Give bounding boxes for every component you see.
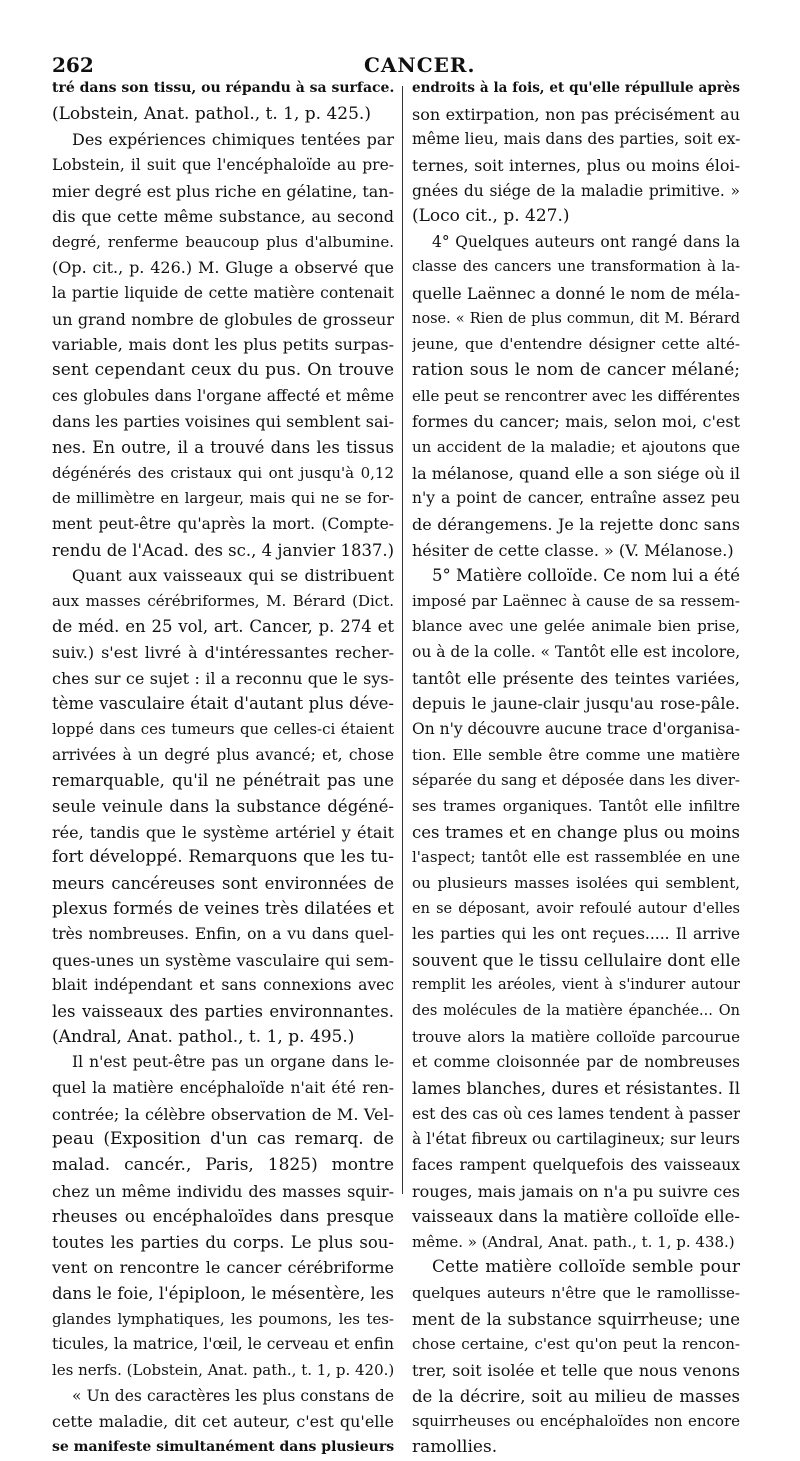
text-line: très nombreuses. Enfin, on a vu dans quel- <box>52 925 394 944</box>
text-line: les vaisseaux des parties environnantes. <box>52 1002 394 1022</box>
text-line: un accident de la maladie; et ajoutons que <box>412 437 740 456</box>
text-line: loppé dans ces tumeurs que celles-ci étaient <box>52 720 394 739</box>
text-line: (Andral, Anat. pathol., t. 1, p. 495.) <box>52 1026 355 1047</box>
text-line: à l'état fibreux ou cartilagineux; sur leurs <box>412 1130 740 1149</box>
text-line: Cette matière colloïde semble pour <box>432 1257 740 1278</box>
text-line: tème vasculaire était d'autant plus déve- <box>52 694 394 714</box>
text-line: et comme cloisonnée par de nombreuses <box>412 1053 740 1072</box>
text-line: tion. Elle semble être comme une matière <box>412 745 740 764</box>
text-line: ces trames et en change plus ou moins <box>412 822 740 842</box>
text-line: se manifeste simultanément dans plusieurs <box>52 1438 394 1455</box>
text-line: Des expériences chimiques tentées par <box>72 130 394 150</box>
text-line: classe des cancers une transformation à la- <box>412 259 740 276</box>
text-line: ches sur ce sujet : il a reconnu que le sys- <box>52 668 394 688</box>
text-line: est des cas où ces lames tendent à passer <box>412 1104 740 1123</box>
text-line: degré, renferme beaucoup plus d'albumine. <box>52 232 394 251</box>
text-line: ternes, soit internes, plus ou moins éloi- <box>412 155 740 175</box>
text-line: elle peut se rencontrer avec les différentes <box>412 386 740 405</box>
text-line: les nerfs. (Lobstein, Anat. path., t. 1, p. 420.) <box>52 1361 394 1380</box>
text-line: l'aspect; tantôt elle est rassemblée en une <box>412 848 740 867</box>
text-line: des molécules de la matière épanchée... On <box>412 1003 740 1020</box>
text-line: faces rampent quelquefois des vaisseaux <box>412 1155 740 1174</box>
text-line: même. » (Andral, Anat. path., t. 1, p. 438.) <box>412 1232 735 1251</box>
text-line: quelques auteurs n'être que le ramollisse- <box>412 1284 740 1303</box>
text-line: (Loco cit., p. 427.) <box>412 206 570 227</box>
text-line: remplit les aréoles, vient à s'indurer autour <box>412 977 740 994</box>
text-line: aux masses cérébriformes, M. Bérard (Dict. <box>52 591 394 610</box>
text-line: (Lobstein, Anat. pathol., t. 1, p. 425.) <box>52 103 371 124</box>
text-line: formes du cancer; mais, selon moi, c'est <box>412 412 740 432</box>
text-line: toutes les parties du corps. Le plus sou- <box>52 1232 394 1252</box>
text-line: n'y a point de cancer, entraîne assez peu <box>412 489 740 508</box>
text-line: meurs cancéreuses sont environnées de <box>52 873 394 893</box>
text-line: Quant aux vaisseaux qui se distribuent <box>72 566 394 586</box>
text-line: 5° Matière colloïde. Ce nom lui a été <box>432 566 740 586</box>
text-line: quelle Laënnec a donné le nom de méla- <box>412 284 740 304</box>
text-line: quel la matière encéphaloïde n'ait été ren- <box>52 1078 394 1097</box>
text-line: rheuses ou encéphaloïdes dans presque <box>52 1207 394 1227</box>
text-line: en se déposant, avoir refoulé autour d'elles <box>412 900 740 917</box>
text-line: ses trames organiques. Tantôt elle infiltre <box>412 796 740 815</box>
text-line: ou à de la colle. « Tantôt elle est incolore, <box>412 643 740 662</box>
text-line: chose certaine, c'est qu'on peut la rencon- <box>412 1335 740 1354</box>
text-line: Lobstein, il suit que l'encéphaloïde au pre- <box>52 155 394 174</box>
text-line: trer, soit isolée et telle que nous venons <box>412 1361 740 1381</box>
text-line: fort développé. Remarquons que les tu- <box>52 847 394 868</box>
text-line: dis que cette même substance, au second <box>52 207 394 227</box>
text-line: blance avec une gelée animale bien prise, <box>412 617 740 636</box>
text-line: sent cependant ceux du pus. On trouve <box>52 360 394 381</box>
text-line: plexus formés de veines très dilatées et <box>52 898 394 919</box>
text-line: « Un des caractères les plus constans de <box>72 1386 394 1405</box>
left-column <box>52 76 394 1461</box>
text-line: blait indépendant et sans connexions avec <box>52 976 394 995</box>
text-line: les parties qui les ont reçues..... Il arrive <box>412 925 740 944</box>
text-line: séparée du sang et déposée dans les diver- <box>412 771 740 790</box>
text-line: contrée; la célèbre observation de M. Vel- <box>52 1104 394 1124</box>
text-line: mier degré est plus riche en gélatine, tan- <box>52 181 394 201</box>
text-line: hésiter de cette classe. » (V. Mélanose.) <box>412 540 734 560</box>
column-divider <box>402 86 403 1194</box>
text-line: 4° Quelques auteurs ont rangé dans la <box>432 232 740 251</box>
text-line: tré dans son tissu, ou répandu à sa surface. <box>52 80 394 96</box>
text-line: suiv.) s'est livré à d'intéressantes recher- <box>52 643 394 663</box>
text-line: jeune, que d'entendre désigner cette alté- <box>412 335 740 354</box>
text-line: dans le foie, l'épiploon, le mésentère, les <box>52 1284 394 1304</box>
text-line: dégénérés des cristaux qui ont jusqu'à 0,12 <box>52 463 394 482</box>
text-line: arrivées à un degré plus avancé; et, chose <box>52 745 394 764</box>
text-line: nose. « Rien de plus commun, dit M. Bérard <box>412 310 740 327</box>
text-line: peau (Exposition d'un cas remarq. de <box>52 1129 394 1150</box>
text-line: nes. En outre, il a trouvé dans les tissus <box>52 437 394 457</box>
text-line: gnées du siége de la maladie primitive. » <box>412 181 740 200</box>
text-line: ment peut-être qu'après la mort. (Compte- <box>52 514 394 533</box>
text-line: rée, tandis que le système artériel y était <box>52 822 394 842</box>
text-line: de millimètre en largeur, mais qui ne se for- <box>52 489 394 508</box>
text-line: ticules, la matrice, l'œil, le cerveau et enfin <box>52 1335 394 1354</box>
text-line: glandes lymphatiques, les poumons, les tes- <box>52 1309 394 1328</box>
right-column <box>412 76 740 1461</box>
text-line: On n'y découvre aucune trace d'organisa- <box>412 720 740 739</box>
text-line: la mélanose, quand elle a son siége où il <box>412 463 740 483</box>
text-line: trouve alors la matière colloïde parcourue <box>412 1027 740 1046</box>
text-line: vaisseaux dans la matière colloïde elle- <box>412 1207 740 1227</box>
text-line: remarquable, qu'il ne pénétrait pas une <box>52 771 394 791</box>
text-line: ces globules dans l'organe affecté et même <box>52 386 394 405</box>
text-line: variable, mais dont les plus petits surpas- <box>52 335 394 355</box>
text-line: malad. cancér., Paris, 1825) montre <box>52 1154 394 1175</box>
text-line: tantôt elle présente des teintes variées, <box>412 668 740 688</box>
text-line: Il n'est peut-être pas un organe dans le- <box>72 1053 394 1072</box>
text-line: son extirpation, non pas précisément au <box>412 104 740 124</box>
text-line: ou plusieurs masses isolées qui semblent, <box>412 873 740 892</box>
text-line: de la décrire, soit au milieu de masses <box>412 1386 740 1406</box>
text-line: de méd. en 25 vol, art. Cancer, p. 274 et <box>52 617 394 637</box>
text-line: dans les parties voisines qui semblent sai- <box>52 412 394 432</box>
page-number: 262 <box>52 53 94 77</box>
text-line: ramollies. <box>412 1436 498 1457</box>
text-line: lames blanches, dures et résistantes. Il <box>412 1078 740 1098</box>
text-line: souvent que le tissu cellulaire dont elle <box>412 950 740 970</box>
text-line: rouges, mais jamais on n'a pu suivre ces <box>412 1181 740 1201</box>
text-line: la partie liquide de cette matière contenait <box>52 284 394 303</box>
text-line: rendu de l'Acad. des sc., 4 janvier 1837.) <box>52 540 394 560</box>
text-line: cette maladie, dit cet auteur, c'est qu'elle <box>52 1412 394 1432</box>
text-line: de dérangemens. Je la rejette donc sans <box>412 514 740 534</box>
text-line: (Op. cit., p. 426.) M. Gluge a observé que <box>52 258 394 278</box>
text-line: chez un même individu des masses squir- <box>52 1181 394 1201</box>
text-line: ques-unes un système vasculaire qui sem- <box>52 950 394 970</box>
text-line: endroits à la fois, et qu'elle répullule après <box>412 80 740 96</box>
text-line: squirrheuses ou encéphaloïdes non encore <box>412 1412 740 1431</box>
text-line: vent on rencontre le cancer cérébriforme <box>52 1258 394 1278</box>
text-line: un grand nombre de globules de grosseur <box>52 309 394 329</box>
text-line: ment de la substance squirrheuse; une <box>412 1309 740 1329</box>
text-line: imposé par Laënnec à cause de sa ressem- <box>412 591 740 610</box>
text-line: même lieu, mais dans des parties, soit ex- <box>412 130 740 149</box>
text-line: seule veinule dans la substance dégéné- <box>52 796 394 816</box>
text-line: ration sous le nom de cancer mélané; <box>412 360 740 381</box>
running-title: CANCER. <box>364 53 476 77</box>
text-line: depuis le jaune-clair jusqu'au rose-pâle. <box>412 694 740 714</box>
